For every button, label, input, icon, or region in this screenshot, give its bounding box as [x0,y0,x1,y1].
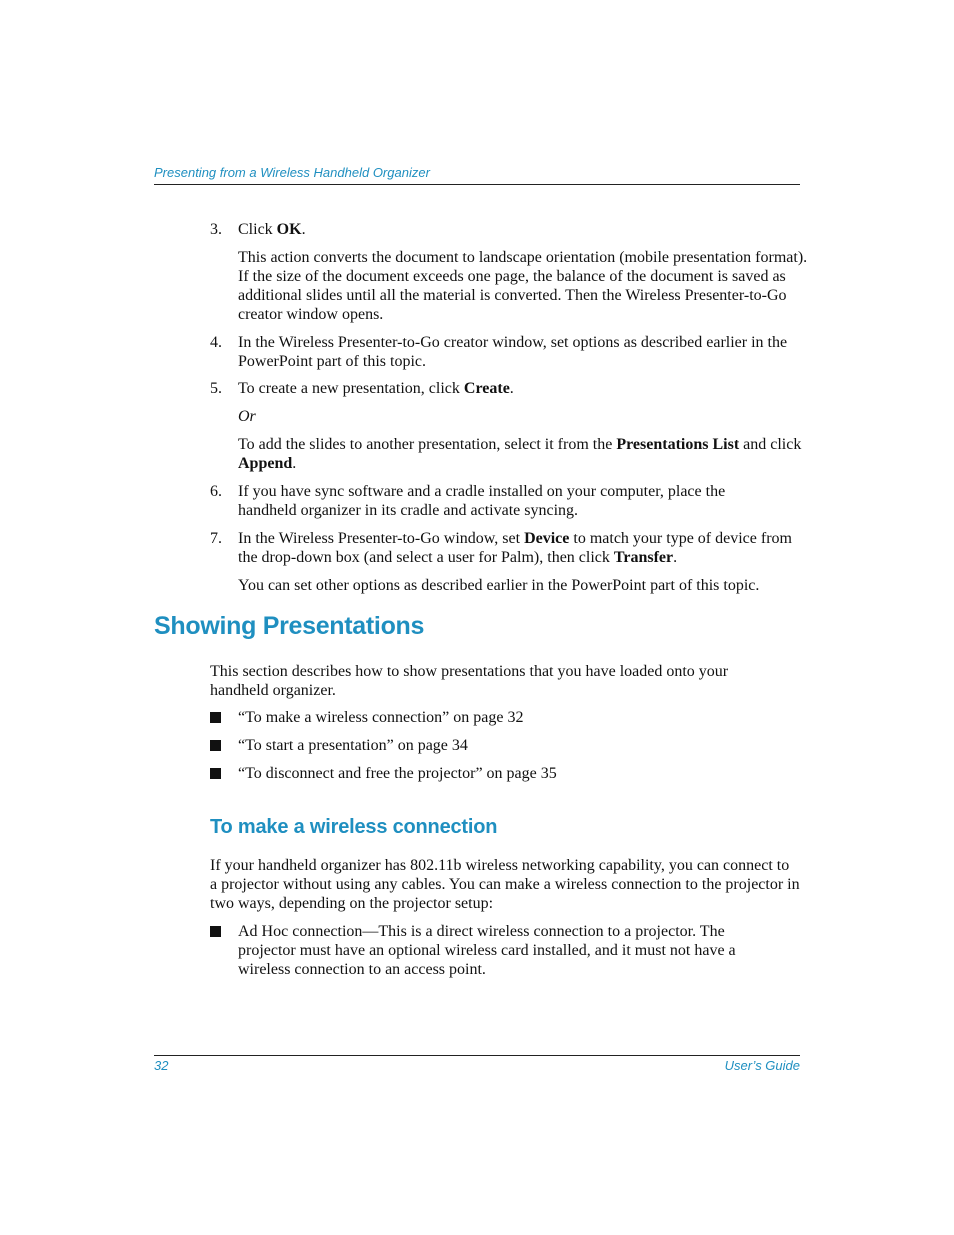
or-label: Or [238,408,256,425]
step-5-alternative [238,435,810,473]
bullet-square-icon [210,768,221,779]
step-5 [210,379,810,399]
step-3 [210,220,810,240]
step-number: 5. [210,380,222,397]
link-text: “To start a presentation” on page 34 [238,737,468,754]
transfer-term: Transfer [613,549,674,566]
append-term: Append [238,455,293,472]
subsection-intro: If your handheld organizer has 802.11b wireless networking capability, you can connect to a projector without using any cables. You can make a wireless connection to the projector in two ways, depending on the projector setup: [210,857,800,912]
page-number: 32 [154,1058,169,1073]
list-item[interactable] [210,736,810,756]
alt-text-mid: and click [739,436,802,453]
step-text: Click [238,221,277,238]
step-text-end: . [509,380,514,397]
step-text: If you have sync software and a cradle installed on your computer, place the handheld organizer in its cradle and activate syncing. [238,483,726,519]
create-term: Create [463,380,510,397]
step-4 [210,333,810,373]
step-number: 7. [210,530,222,547]
bullet-square-icon [210,926,221,937]
list-item[interactable] [210,764,810,784]
step-text-end: . [673,549,678,566]
alt-text-end: . [292,455,297,472]
step-number: 6. [210,483,222,500]
step-3-detail: This action converts the document to landscape orientation (mobile presentation format). If the size of the document exceeds one page, the balance of the document is saved as additional slides until all the material is converted. Then the Wireless Presenter-to-Go creator window opens. [238,249,808,323]
header-rule [154,184,800,185]
link-text: “To make a wireless connection” on page 32 [238,709,524,726]
step-text: In the Wireless Presenter-to-Go creator window, set options as described earlier in the PowerPoint part of this topic. [238,334,788,370]
step-number: 3. [210,221,222,238]
bullet-text: Ad Hoc connection—This is a direct wireless connection to a projector. The projector must have an optional wireless card installed, and it must not have a wireless connection to an access point. [238,923,736,978]
ok-term: OK [276,221,302,238]
step-number: 4. [210,334,222,351]
list-item[interactable] [210,708,810,728]
step-7 [210,529,810,569]
step-text-end: . [301,221,306,238]
step-text: To create a new presentation, click [238,380,464,397]
list-item [210,922,810,982]
subsection-heading: To make a wireless connection [210,816,498,838]
section-heading: Showing Presentations [154,612,425,640]
step-7-detail: You can set other options as described earlier in the PowerPoint part of this topic. [238,577,760,594]
bullet-square-icon [210,712,221,723]
link-text: “To disconnect and free the projector” on page 35 [238,765,557,782]
alt-text: To add the slides to another presentation, select it from the [238,436,617,453]
running-header-title: Presenting from a Wireless Handheld Organizer [154,165,430,180]
step-text-mid: to match your type of device from the drop-down box (and select a user for Palm), then click [238,530,792,566]
step-6 [210,482,810,522]
step-text: In the Wireless Presenter-to-Go window, set [238,530,525,547]
guide-title: User’s Guide [724,1058,800,1073]
bullet-square-icon [210,740,221,751]
presentations-list-term: Presentations List [616,436,740,453]
section-intro: This section describes how to show presentations that you have loaded onto your handheld organizer. [210,663,729,699]
footer-rule [154,1055,800,1056]
device-term: Device [524,530,570,547]
